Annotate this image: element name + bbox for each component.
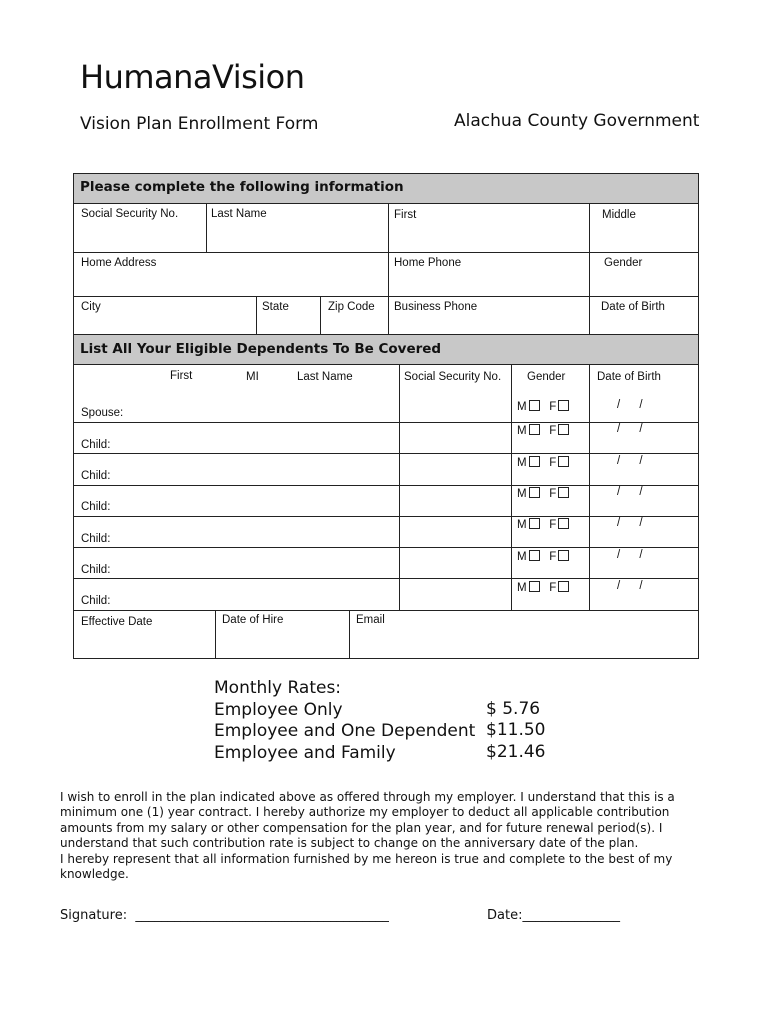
gender-label: Gender <box>604 257 643 269</box>
rate-amount: $11.50 <box>486 720 546 740</box>
gender-checkboxes: M F <box>517 518 569 531</box>
home-phone-label: Home Phone <box>394 257 462 269</box>
dep-row-label-child: Child: <box>81 564 111 576</box>
female-checkbox[interactable] <box>558 518 569 529</box>
ssn-label: Social Security No. <box>81 208 179 220</box>
date-of-hire-label: Date of Hire <box>222 614 284 626</box>
male-checkbox[interactable] <box>529 424 540 435</box>
effective-date-label: Effective Date <box>81 616 153 628</box>
dob-slashes: / / <box>617 549 643 561</box>
representation-paragraph: I hereby represent that all information furnished by me hereon is true and complete to the best of my knowledge. <box>60 851 673 882</box>
male-checkbox[interactable] <box>529 487 540 498</box>
date-line[interactable] <box>487 908 620 923</box>
business-phone-label: Business Phone <box>394 301 478 313</box>
gender-checkboxes: M F <box>517 400 569 413</box>
female-checkbox[interactable] <box>558 456 569 467</box>
gender-checkboxes: M F <box>517 424 569 437</box>
dob-slashes: / / <box>617 486 643 498</box>
authorization-text <box>60 790 710 882</box>
dep-row-label-child: Child: <box>81 533 111 545</box>
email-label: Email <box>356 614 385 626</box>
dob-label: Date of Birth <box>601 301 665 313</box>
dep-last-name-header: Last Name <box>297 371 353 383</box>
rate-amount: $21.46 <box>486 742 546 762</box>
date-label: Date: <box>487 908 523 923</box>
last-name-label: Last Name <box>211 208 267 220</box>
state-label: State <box>262 301 289 313</box>
male-checkbox[interactable] <box>529 400 540 411</box>
male-checkbox[interactable] <box>529 456 540 467</box>
gender-checkboxes: M F <box>517 456 569 469</box>
gender-checkboxes: M F <box>517 487 569 500</box>
gender-checkboxes: M F <box>517 581 569 594</box>
employer-name: Alachua County Government <box>454 111 700 131</box>
female-checkbox[interactable] <box>558 581 569 592</box>
female-checkbox[interactable] <box>558 487 569 498</box>
enrollment-form-table <box>73 173 699 659</box>
dep-row-label-child: Child: <box>81 501 111 513</box>
dob-slashes: / / <box>617 423 643 435</box>
rate-amount: $ 5.76 <box>486 699 541 719</box>
section-header-dependents: List All Your Eligible Dependents To Be Covered <box>74 334 698 365</box>
signature-label: Signature: <box>60 908 128 923</box>
dep-dob-header: Date of Birth <box>597 371 661 383</box>
male-checkbox[interactable] <box>529 581 540 592</box>
dob-slashes: / / <box>617 455 643 467</box>
female-checkbox[interactable] <box>558 550 569 561</box>
dep-first-header: First <box>170 370 193 382</box>
signature-underline: _______________________________________ <box>135 908 389 923</box>
rates-heading: Monthly Rates: <box>214 678 342 698</box>
rate-label: Employee Only <box>214 699 343 720</box>
dob-slashes: / / <box>617 399 643 411</box>
city-label: City <box>81 301 101 313</box>
male-checkbox[interactable] <box>529 550 540 561</box>
dep-ssn-header: Social Security No. <box>404 371 502 383</box>
dep-row-label-child: Child: <box>81 439 111 451</box>
gender-checkboxes: M F <box>517 550 569 563</box>
female-checkbox[interactable] <box>558 400 569 411</box>
middle-label: Middle <box>602 209 636 221</box>
dep-mi-header: MI <box>246 371 259 383</box>
dep-gender-header: Gender <box>527 371 566 383</box>
dob-slashes: / / <box>617 517 643 529</box>
home-address-label: Home Address <box>81 257 157 269</box>
section-header-info: Please complete the following information <box>74 174 698 204</box>
male-checkbox[interactable] <box>529 518 540 529</box>
authorization-paragraph: I wish to enroll in the plan indicated above as offered through my employer. I understand that this is a minimum one (1) year contract. I hereby authorize my employer to deduct all applicable contribution amounts from my salary or other compensation for the plan year, and for future renewal period(s). I understand that such contribution rate is subject to change on the anniversary date of the plan. <box>60 790 675 851</box>
date-underline: _______________ <box>522 908 620 923</box>
dep-row-label-child: Child: <box>81 595 111 607</box>
monthly-rates <box>214 678 475 764</box>
dob-slashes: / / <box>617 580 643 592</box>
form-title: Vision Plan Enrollment Form <box>80 114 319 134</box>
dep-row-label-spouse: Spouse: <box>81 407 124 419</box>
rate-label: Employee and Family <box>214 742 396 763</box>
dep-row-label-child: Child: <box>81 470 111 482</box>
zip-label: Zip Code <box>328 301 375 313</box>
female-checkbox[interactable] <box>558 424 569 435</box>
rate-label: Employee and One Dependent <box>214 721 476 741</box>
first-name-label: First <box>394 209 417 221</box>
brand-logo-text: HumanaVision <box>80 58 305 96</box>
signature-line[interactable] <box>60 908 389 923</box>
